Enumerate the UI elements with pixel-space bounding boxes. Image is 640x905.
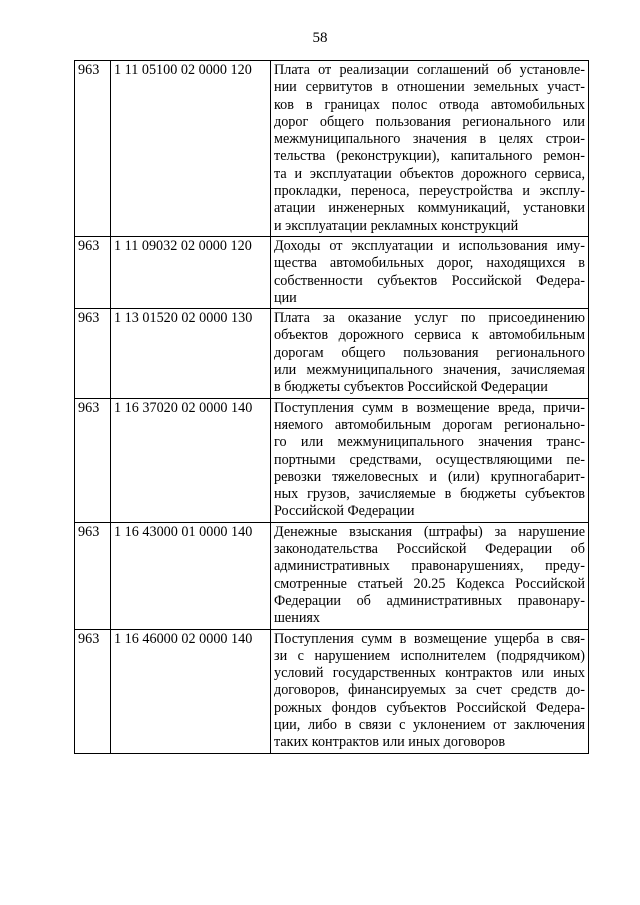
description-line: Плата за оказание услуг по присоединению: [274, 310, 585, 327]
description-line: та и эксплуатации объектов дорожного сервиса,: [274, 165, 585, 182]
description-line: ных грузов, зачисляемые в бюджеты субъектов: [274, 486, 585, 503]
page-number: 58: [312, 30, 328, 46]
table-row: [75, 522, 589, 629]
admin-code-cell: 963: [75, 629, 111, 753]
description-line: объектов дорожного сервиса к автомобильным: [274, 327, 585, 344]
description-line: и эксплуатации рекламных конструкций: [274, 217, 519, 234]
revenue-code-cell: 1 16 37020 02 0000 140: [111, 398, 271, 522]
table-row: [75, 629, 589, 753]
table-row: [75, 236, 589, 308]
description-line: Федерации об административных правонару-: [274, 592, 585, 609]
admin-code-cell: 963: [75, 236, 111, 308]
description-line: в бюджеты субъектов Российской Федерации: [274, 379, 548, 396]
description-line: прокладки, переноса, переустройства и эксплу-: [274, 183, 585, 200]
table-body: [75, 61, 589, 754]
admin-code-cell: 963: [75, 61, 111, 237]
revenue-code-cell: 1 16 43000 01 0000 140: [111, 522, 271, 629]
revenue-description-cell: [271, 236, 589, 308]
description-line: дорог общего пользования регионального или: [274, 113, 585, 130]
description-line: атации инженерных коммуникаций, установки: [274, 200, 585, 217]
revenue-code-cell: 1 16 46000 02 0000 140: [111, 629, 271, 753]
description-line: щества автомобильных дорог, находящихся в: [274, 255, 585, 272]
description-line: Денежные взыскания (штрафы) за нарушение: [274, 523, 585, 540]
description-line: нии сервитутов в отношении земельных участ-: [274, 79, 585, 96]
description-line: ревозки тяжеловесных и (или) крупногабарит-: [274, 468, 585, 485]
description-line: няемого автомобильным дорогам регионально-: [274, 416, 585, 433]
description-line: ков в границах полос отвода автомобильных: [274, 96, 585, 113]
table-row: [75, 309, 589, 398]
description-line: или межмуниципального значения, зачисляемая: [274, 362, 585, 379]
description-line: Доходы от эксплуатации и использования иму-: [274, 237, 585, 254]
description-line: административных правонарушениях, преду-: [274, 558, 585, 575]
table-row: [75, 61, 589, 237]
description-line: Поступления сумм в возмещение вреда, причи-: [274, 399, 585, 416]
description-line: Поступления сумм в возмещение ущерба в свя-: [274, 630, 585, 647]
description-line: межмуниципального значения в целях строи-: [274, 131, 585, 148]
description-line: законодательства Российской Федерации об: [274, 541, 585, 558]
description-line: тельства (реконструкции), капитального ремон-: [274, 148, 585, 165]
revenue-description-cell: [271, 309, 589, 398]
admin-code-cell: 963: [75, 398, 111, 522]
description-line: Плата от реализации соглашений об установле-: [274, 62, 585, 78]
revenue-code-cell: 1 11 05100 02 0000 120: [111, 61, 271, 237]
budget-revenue-table: [74, 60, 589, 754]
description-line: шениях: [274, 610, 321, 627]
description-line: собственности субъектов Российской Федера-: [274, 272, 585, 289]
description-line: условий государственных контрактов или иных: [274, 665, 585, 682]
description-line: зи с нарушением исполнителем (подрядчиком): [274, 647, 585, 664]
revenue-code-cell: 1 11 09032 02 0000 120: [111, 236, 271, 308]
revenue-code-cell: 1 13 01520 02 0000 130: [111, 309, 271, 398]
description-line: ции, либо в связи с уклонением от заключения: [274, 716, 585, 733]
revenue-description-cell: [271, 629, 589, 753]
description-line: ции: [274, 289, 297, 306]
revenue-description-cell: [271, 61, 589, 237]
table-row: [75, 398, 589, 522]
admin-code-cell: 963: [75, 309, 111, 398]
description-line: таких контрактов или иных договоров: [274, 734, 506, 751]
description-line: Российской Федерации: [274, 503, 415, 520]
description-line: смотренные статьей 20.25 Кодекса Российской: [274, 575, 585, 592]
admin-code-cell: 963: [75, 522, 111, 629]
description-line: дорогам общего пользования регионального: [274, 344, 585, 361]
description-line: го или межмуниципального значения транс-: [274, 434, 585, 451]
description-line: портными средствами, осуществляющими пе-: [274, 451, 585, 468]
revenue-description-cell: [271, 522, 589, 629]
description-line: рожных фондов субъектов Российской Федера-: [274, 699, 585, 716]
revenue-description-cell: [271, 398, 589, 522]
description-line: договоров, финансируемых за счет средств до-: [274, 682, 585, 699]
